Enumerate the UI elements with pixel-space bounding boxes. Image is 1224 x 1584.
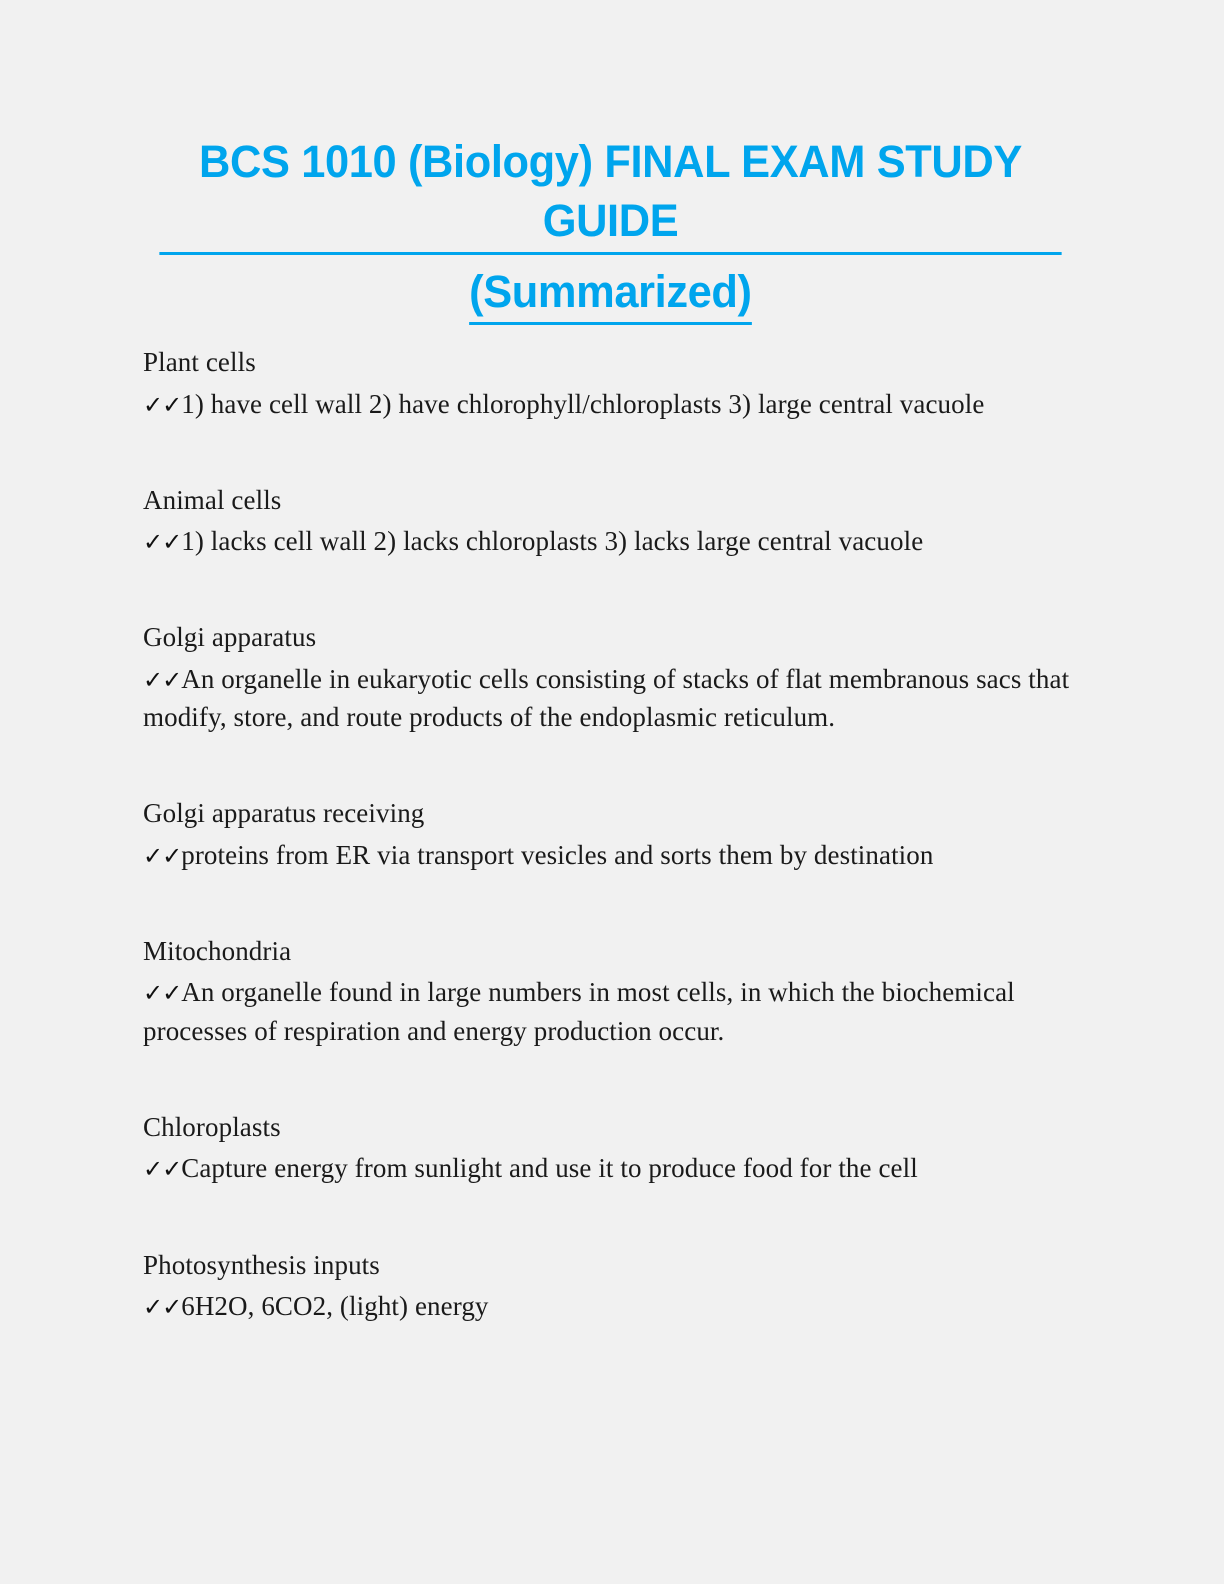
term-label: Chloroplasts (143, 1112, 281, 1143)
page-title-line-1: BCS 1010 (Biology) FINAL EXAM STUDY GUIDE (159, 132, 1061, 255)
term-label: Plant cells (143, 347, 256, 378)
definition-line (143, 522, 1078, 560)
definition-text: proteins from ER via transport vesicles and sorts them by destination (181, 839, 934, 870)
check-mark-icon: ✓✓ (143, 528, 182, 557)
check-mark-icon: ✓✓ (143, 979, 182, 1008)
study-section (143, 794, 1078, 874)
definition-line (143, 973, 1078, 1050)
definition-text: 1) have cell wall 2) have chlorophyll/chloroplasts 3) large central vacuole (181, 388, 985, 419)
term-label: Golgi apparatus receiving (143, 798, 425, 829)
study-section (143, 1108, 1078, 1188)
term-label: Mitochondria (143, 936, 292, 967)
check-mark-icon: ✓✓ (143, 1155, 182, 1184)
study-section (143, 481, 1078, 561)
definition-line (143, 836, 1078, 874)
document-content (143, 132, 1078, 1325)
definition-text: 6H2O, 6CO2, (light) energy (181, 1291, 489, 1322)
check-mark-icon: ✓✓ (143, 665, 182, 694)
definition-line (143, 385, 1078, 423)
definition-text: An organelle found in large numbers in most cells, in which the biochemical processes of respiration and energy production occur. (143, 977, 1015, 1046)
study-section (143, 618, 1078, 736)
definition-text: Capture energy from sunlight and use it to produce food for the cell (181, 1153, 918, 1184)
definition-text: An organelle in eukaryotic cells consisting of stacks of flat membranous sacs that modify, store, and route products of the endoplasmic reticulum. (143, 663, 1070, 733)
study-section (143, 343, 1078, 423)
term-label: Animal cells (143, 484, 282, 515)
term-label: Golgi apparatus (143, 622, 317, 653)
page-title-line-2: (Summarized) (469, 262, 752, 325)
definition-line (143, 1149, 1078, 1187)
check-mark-icon: ✓✓ (143, 390, 182, 419)
definition-line (143, 1287, 1078, 1325)
check-mark-icon: ✓✓ (143, 841, 182, 870)
term-label: Photosynthesis inputs (143, 1249, 380, 1280)
check-mark-icon: ✓✓ (143, 1293, 182, 1322)
page-title (143, 132, 1078, 325)
definition-text: 1) lacks cell wall 2) lacks chloroplasts 3) lacks large central vacuole (181, 526, 924, 557)
definition-line (143, 660, 1078, 737)
study-section (143, 1246, 1078, 1326)
study-section (143, 932, 1078, 1050)
